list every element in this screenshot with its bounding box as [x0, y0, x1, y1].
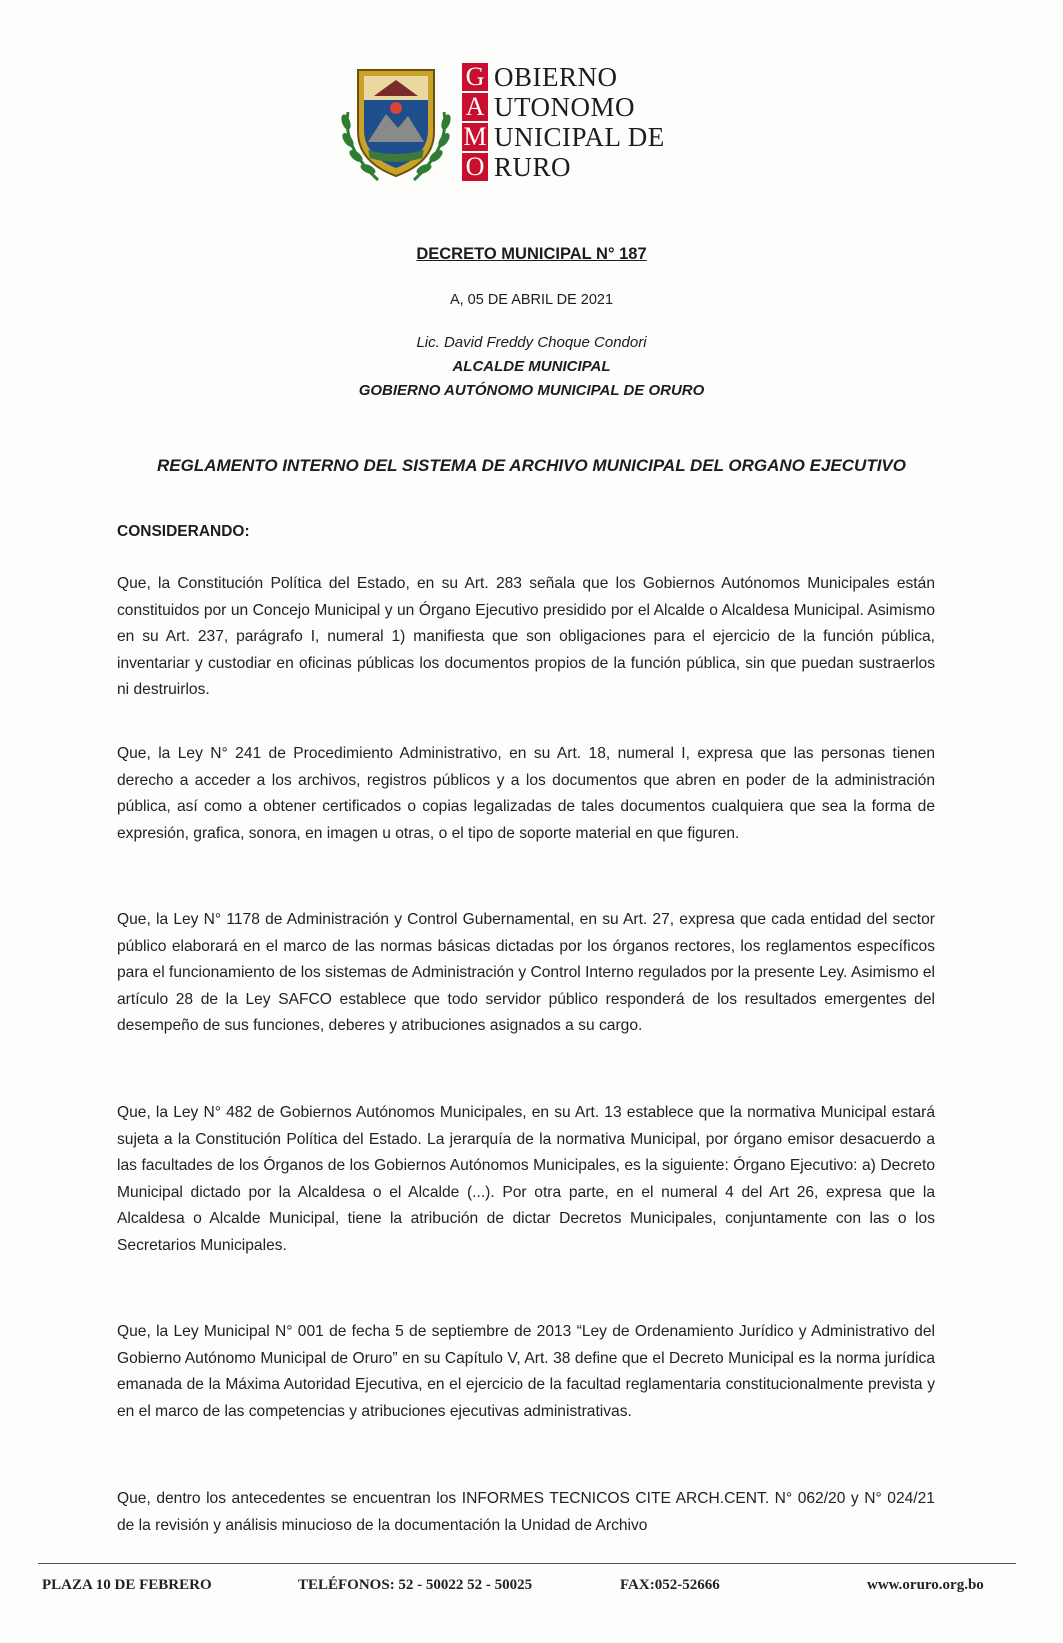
considerando-heading: CONSIDERANDO:	[117, 523, 250, 540]
footer-address: PLAZA 10 DE FEBRERO	[42, 1577, 212, 1593]
initial-letter: G	[462, 63, 488, 91]
decree-date: A, 05 DE ABRIL DE 2021	[449, 292, 614, 308]
institution-logo	[338, 56, 728, 190]
considerando-paragraph: Que, la Ley N° 241 de Procedimiento Administrativo, en su Art. 18, numeral I, expresa que las personas tienen derecho a acceder a los archivos, registros públicos y a los documentos que abren en poder de la administración pública, así como a obtener certificados o copias legalizadas de tales documentos cualquiera que sea la forma de expresión, grafica, sonora, en imagen u otras, o el tipo de soporte material en que figuren.	[117, 745, 935, 842]
initial-letter: A	[462, 93, 488, 121]
signer-organization: GOBIERNO AUTÓNOMO MUNICIPAL DE ORURO	[358, 382, 705, 399]
footer-divider	[38, 1563, 1016, 1564]
initials-column	[462, 63, 490, 183]
footer-website: www.oruro.org.bo	[867, 1577, 984, 1593]
institution-wordmark	[494, 62, 665, 182]
footer-fax: FAX:052-52666	[620, 1577, 720, 1593]
signer-name: Lic. David Freddy Choque Condori	[416, 334, 647, 351]
signer-role: ALCALDE MUNICIPAL	[452, 358, 611, 375]
wordmark-line: RURO	[494, 152, 572, 182]
initial-letter: M	[463, 122, 487, 151]
signer-block	[0, 331, 1063, 403]
wordmark-line: UTONOMO	[494, 92, 636, 122]
decree-title: DECRETO MUNICIPAL N° 187	[416, 245, 647, 263]
regulation-title: REGLAMENTO INTERNO DEL SISTEMA DE ARCHIVO MUNICIPAL DEL ORGANO EJECUTIVO	[156, 456, 906, 475]
wordmark-line: OBIERNO	[494, 62, 618, 92]
considerando-paragraph: Que, la Constitución Política del Estado, en su Art. 283 señala que los Gobiernos Autónomos Municipales están constituidos por un Concejo Municipal y un Órgano Ejecutivo presidido por el Alcalde o Alcaldesa Municipal. Asimismo en su Art. 237, parágrafo I, numeral 1) manifiesta que son obligaciones para el ejercicio de la función pública, inventariar y custodiar en oficinas públicas los documentos propios de la función pública, sin que puedan sustraerlos ni destruirlos.	[117, 575, 935, 698]
considerando-paragraph: Que, la Ley Municipal N° 001 de fecha 5 de septiembre de 2013 “Ley de Ordenamiento Jurídico y Administrativo del Gobierno Autónomo Municipal de Oruro” en su Capítulo V, Art. 38 define que el Decreto Municipal es la norma jurídica emanada de la Máxima Autoridad Ejecutiva, en el ejercicio de la facultad reglamentaria constitucionalmente prevista y en el marco de las competencias y atribuciones ejecutivas administrativas.	[117, 1323, 935, 1420]
considerando-paragraph: Que, la Ley N° 482 de Gobiernos Autónomos Municipales, en su Art. 13 establece que la normativa Municipal estará sujeta a la Constitución Política del Estado. La jerarquía de la normativa Municipal, por órgano emisor desacuerdo a las facultades de los Órganos de los Gobiernos Autónomos Municipales, es la siguiente: Órgano Ejecutivo: a) Decreto Municipal dictado por la Alcaldesa o el Alcalde (...). Por otra parte, en el numeral 4 del Art 26, expresa que la Alcaldesa o Alcalde Municipal, tiene la atribución de dictar Decretos Municipales, conjuntamente con las o los Secretarios Municipales.	[117, 1104, 935, 1254]
considerando-paragraph: Que, la Ley N° 1178 de Administración y Control Gubernamental, en su Art. 27, expresa que cada entidad del sector público elaborará en el marco de las normas básicas dictadas por los órganos rectores, los reglamentos específicos para el funcionamiento de los sistemas de Administración y Control Interno regulados por la presente Ley. Asimismo el artículo 28 de la Ley SAFCO establece que todo servidor público responderá de los resultados emergentes del desempeño de sus funciones, deberes y atribuciones asignados a su cargo.	[117, 911, 935, 1034]
wordmark-line: UNICIPAL DE	[494, 122, 665, 152]
coat-of-arms-icon	[338, 62, 454, 186]
initial-letter: O	[462, 153, 488, 181]
considerando-paragraph: Que, dentro los antecedentes se encuentran los INFORMES TECNICOS CITE ARCH.CENT. N° 062/20 y N° 024/21 de la revisión y análisis minucioso de la documentación la Unidad de Archivo	[117, 1490, 935, 1534]
footer-phones: TELÉFONOS: 52 - 50022 52 - 50025	[298, 1577, 533, 1593]
